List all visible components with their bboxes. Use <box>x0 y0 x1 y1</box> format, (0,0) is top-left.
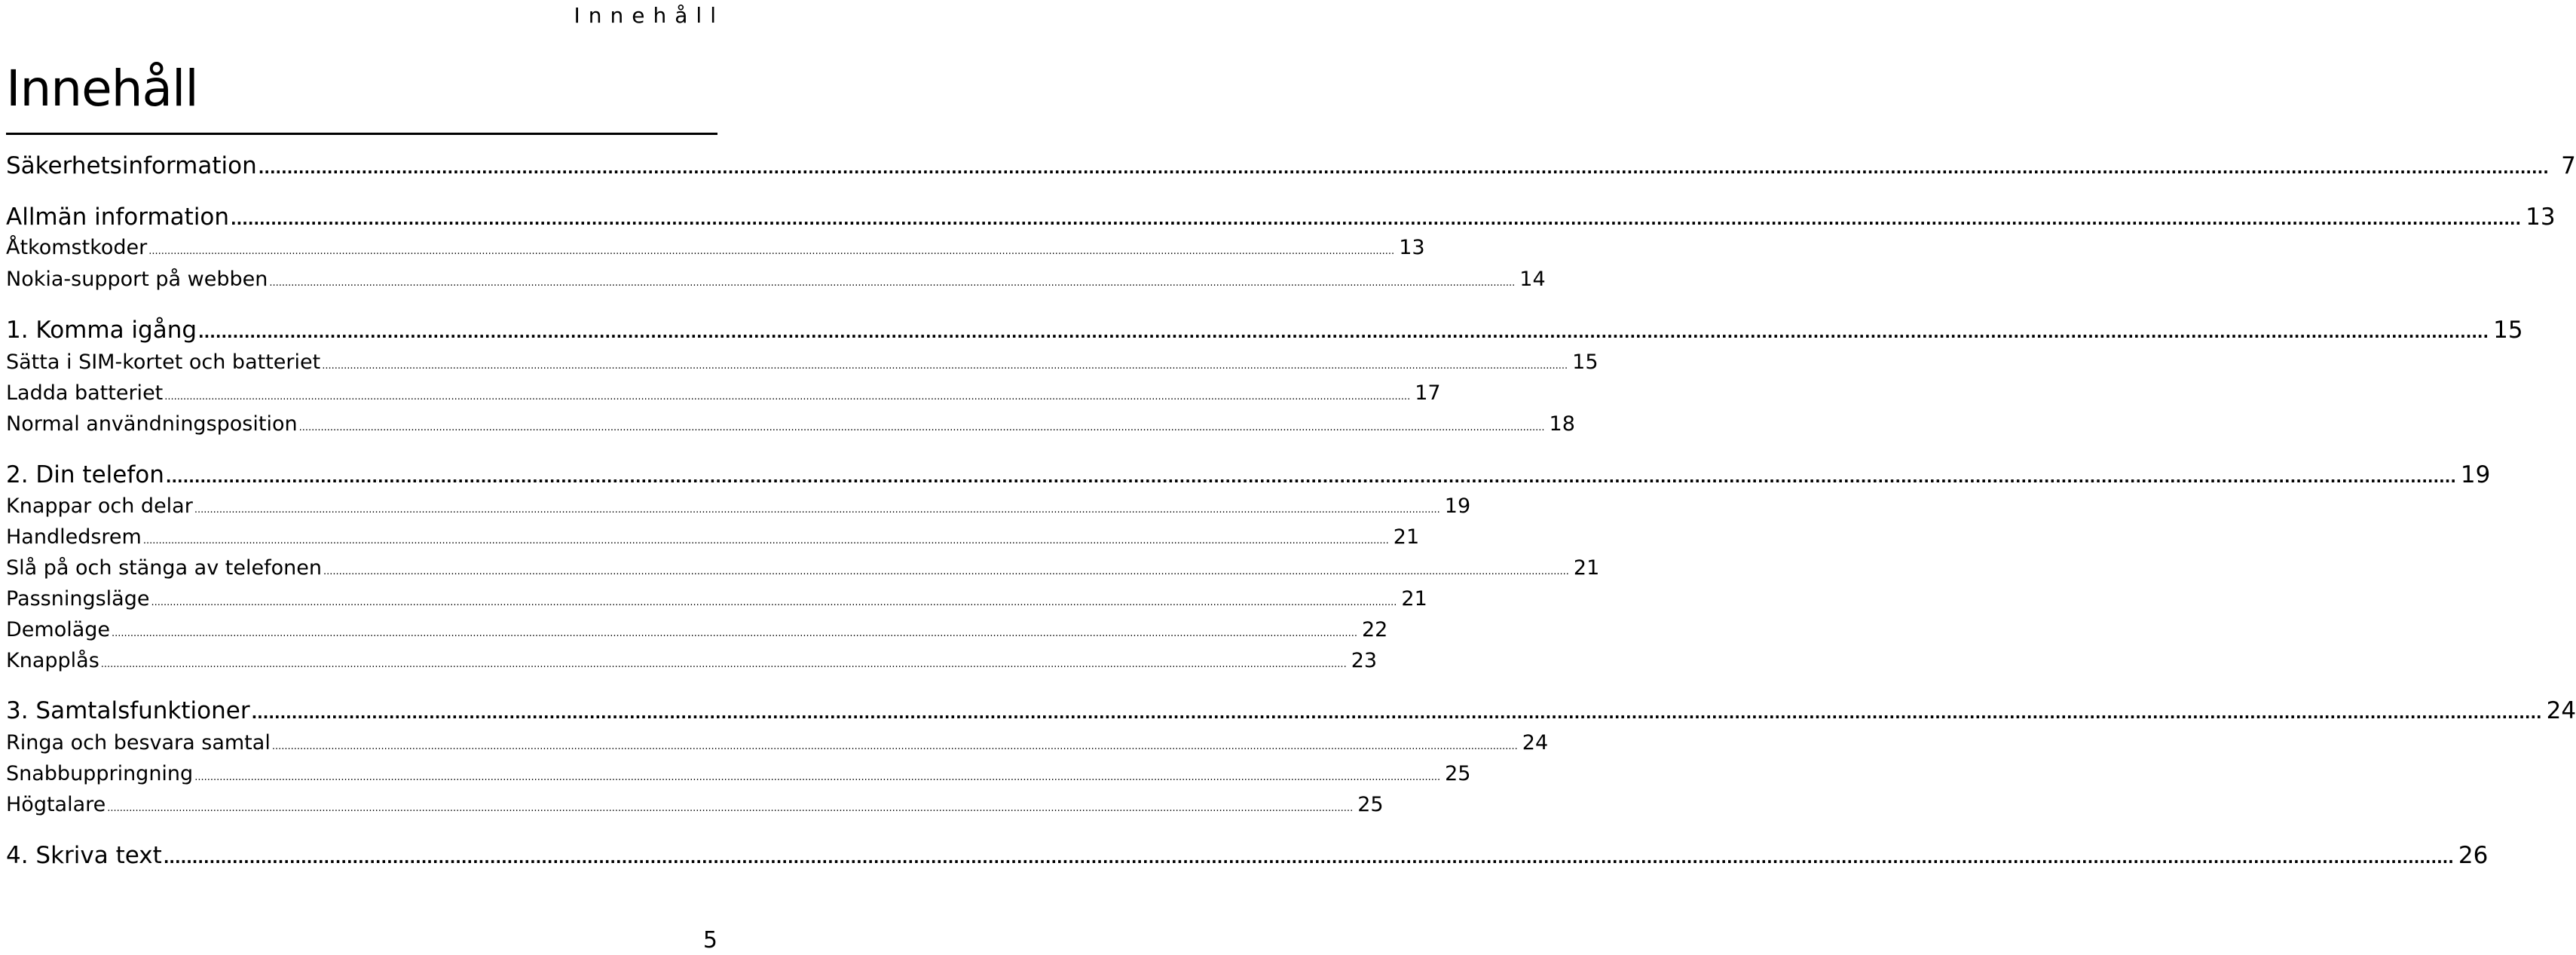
toc-leader-dots: ................................................................................................................................................................................................................................................................................................................................................................................................................ <box>271 741 1518 752</box>
toc-entry[interactable] <box>6 268 1546 291</box>
toc-entry-page: 24 <box>2546 697 2576 724</box>
toc-leader-dots: ................................................................................................................................................................................................................................................................................................................................................................................................................ <box>164 391 1411 403</box>
toc-entry-label: Allmän information <box>6 204 230 231</box>
toc-entry[interactable] <box>6 152 2576 179</box>
toc-leader-dots: ................................................................................................................................................................................................................................................................................................................................................................................................................ <box>107 803 1354 814</box>
toc-leader-dots: ................................................................................................................................................................................................................................................................................................................................................................................................................ <box>165 468 2456 486</box>
toc-entry-page: 23 <box>1351 649 1378 672</box>
toc-entry[interactable] <box>6 494 1471 518</box>
toc-entry-label: Ladda batteriet <box>6 381 164 405</box>
toc-entry[interactable] <box>6 525 1420 549</box>
toc-entry[interactable] <box>6 461 2491 488</box>
toc-entry-page: 21 <box>1401 587 1427 611</box>
toc-entry[interactable] <box>6 381 1441 405</box>
toc-entry-page: 14 <box>1519 268 1546 291</box>
toc-entry-page: 19 <box>1444 494 1471 518</box>
toc-leader-dots: ................................................................................................................................................................................................................................................................................................................................................................................................................ <box>269 277 1516 289</box>
toc-entry[interactable] <box>6 649 1378 672</box>
toc-entry-page: 25 <box>1357 793 1384 816</box>
page-title: Innehåll <box>6 60 198 118</box>
toc-entry[interactable] <box>6 350 1599 374</box>
toc-leader-dots: ................................................................................................................................................................................................................................................................................................................................................................................................................ <box>231 210 2522 228</box>
toc-entry[interactable] <box>6 204 2556 231</box>
toc-entry-page: 21 <box>1573 556 1600 580</box>
toc-entry-page: 19 <box>2460 461 2491 488</box>
toc-entry[interactable] <box>6 236 1425 259</box>
toc-entry-label: Handledsrem <box>6 525 142 549</box>
toc-leader-dots: ................................................................................................................................................................................................................................................................................................................................................................................................................ <box>163 849 2454 867</box>
running-header: Innehåll <box>574 3 724 28</box>
toc-entry-label: Passningsläge <box>6 587 150 611</box>
toc-entry-page: 25 <box>1445 762 1471 785</box>
toc-entry-label: Knapplås <box>6 649 99 672</box>
toc-entry[interactable] <box>6 762 1471 785</box>
toc-entry-page: 21 <box>1393 525 1420 549</box>
toc-entry-label: Sätta i SIM-kortet och batteriet <box>6 350 321 374</box>
toc-leader-dots: ................................................................................................................................................................................................................................................................................................................................................................................................................ <box>298 422 1545 433</box>
toc-entry-label: 1. Komma igång <box>6 317 197 344</box>
toc-entry-page: 13 <box>2526 204 2556 231</box>
toc-entry-label: 4. Skriva text <box>6 842 162 869</box>
toc-entry-page: 18 <box>1549 412 1575 436</box>
toc-entry-label: Ringa och besvara samtal <box>6 731 271 755</box>
toc-entry-label: Normal användningsposition <box>6 412 298 436</box>
toc-leader-dots: ................................................................................................................................................................................................................................................................................................................................................................................................................ <box>142 535 1389 546</box>
toc-entry[interactable] <box>6 618 1388 641</box>
toc-entry-label: Demoläge <box>6 618 111 641</box>
toc-entry-page: 15 <box>1572 350 1599 374</box>
toc-leader-dots: ................................................................................................................................................................................................................................................................................................................................................................................................................ <box>322 360 1568 372</box>
toc-entry-page: 15 <box>2493 317 2523 344</box>
toc-entry-label: Knappar och delar <box>6 494 193 518</box>
toc-entry[interactable] <box>6 697 2576 724</box>
toc-entry-label: Nokia-support på webben <box>6 268 268 291</box>
toc-leader-dots: ................................................................................................................................................................................................................................................................................................................................................................................................................ <box>194 504 1440 516</box>
toc-entry-label: Åtkomstkoder <box>6 236 148 259</box>
toc-entry-label: 3. Samtalsfunktioner <box>6 697 250 724</box>
toc-leader-dots: ................................................................................................................................................................................................................................................................................................................................................................................................................ <box>323 566 1569 577</box>
toc-entry-label: Högtalare <box>6 793 106 816</box>
toc-entry-page: 24 <box>1522 731 1549 755</box>
toc-entry-label: Slå på och stänga av telefonen <box>6 556 322 580</box>
toc-leader-dots: ................................................................................................................................................................................................................................................................................................................................................................................................................ <box>100 659 1347 670</box>
toc-entry-page: 22 <box>1361 618 1388 641</box>
toc-leader-dots: ................................................................................................................................................................................................................................................................................................................................................................................................................ <box>258 159 2549 177</box>
toc-leader-dots: ................................................................................................................................................................................................................................................................................................................................................................................................................ <box>251 704 2542 722</box>
toc-entry-page: 26 <box>2458 842 2489 869</box>
toc-entry-label: Snabbuppringning <box>6 762 194 785</box>
toc-entry[interactable] <box>6 556 1600 580</box>
toc-entry[interactable] <box>6 317 2523 344</box>
toc-entry-label: 2. Din telefon <box>6 461 164 488</box>
toc-leader-dots: ................................................................................................................................................................................................................................................................................................................................................................................................................ <box>198 323 2489 341</box>
page-number: 5 <box>702 927 717 953</box>
toc-entry-page: 13 <box>1399 236 1425 259</box>
toc-entry-label: Säkerhetsinformation <box>6 152 257 179</box>
toc-entry[interactable] <box>6 587 1427 611</box>
title-divider <box>6 133 717 135</box>
toc-entry[interactable] <box>6 793 1384 816</box>
toc-entry[interactable] <box>6 842 2489 869</box>
toc-entry-page: 17 <box>1415 381 1441 405</box>
toc-entry-page: 7 <box>2561 152 2576 179</box>
toc-entry[interactable] <box>6 412 1575 436</box>
toc-leader-dots: ................................................................................................................................................................................................................................................................................................................................................................................................................ <box>148 246 1395 257</box>
toc-leader-dots: ................................................................................................................................................................................................................................................................................................................................................................................................................ <box>151 597 1397 608</box>
toc-leader-dots: ................................................................................................................................................................................................................................................................................................................................................................................................................ <box>112 628 1357 639</box>
toc-leader-dots: ................................................................................................................................................................................................................................................................................................................................................................................................................ <box>194 772 1441 783</box>
toc-entry[interactable] <box>6 731 1549 755</box>
